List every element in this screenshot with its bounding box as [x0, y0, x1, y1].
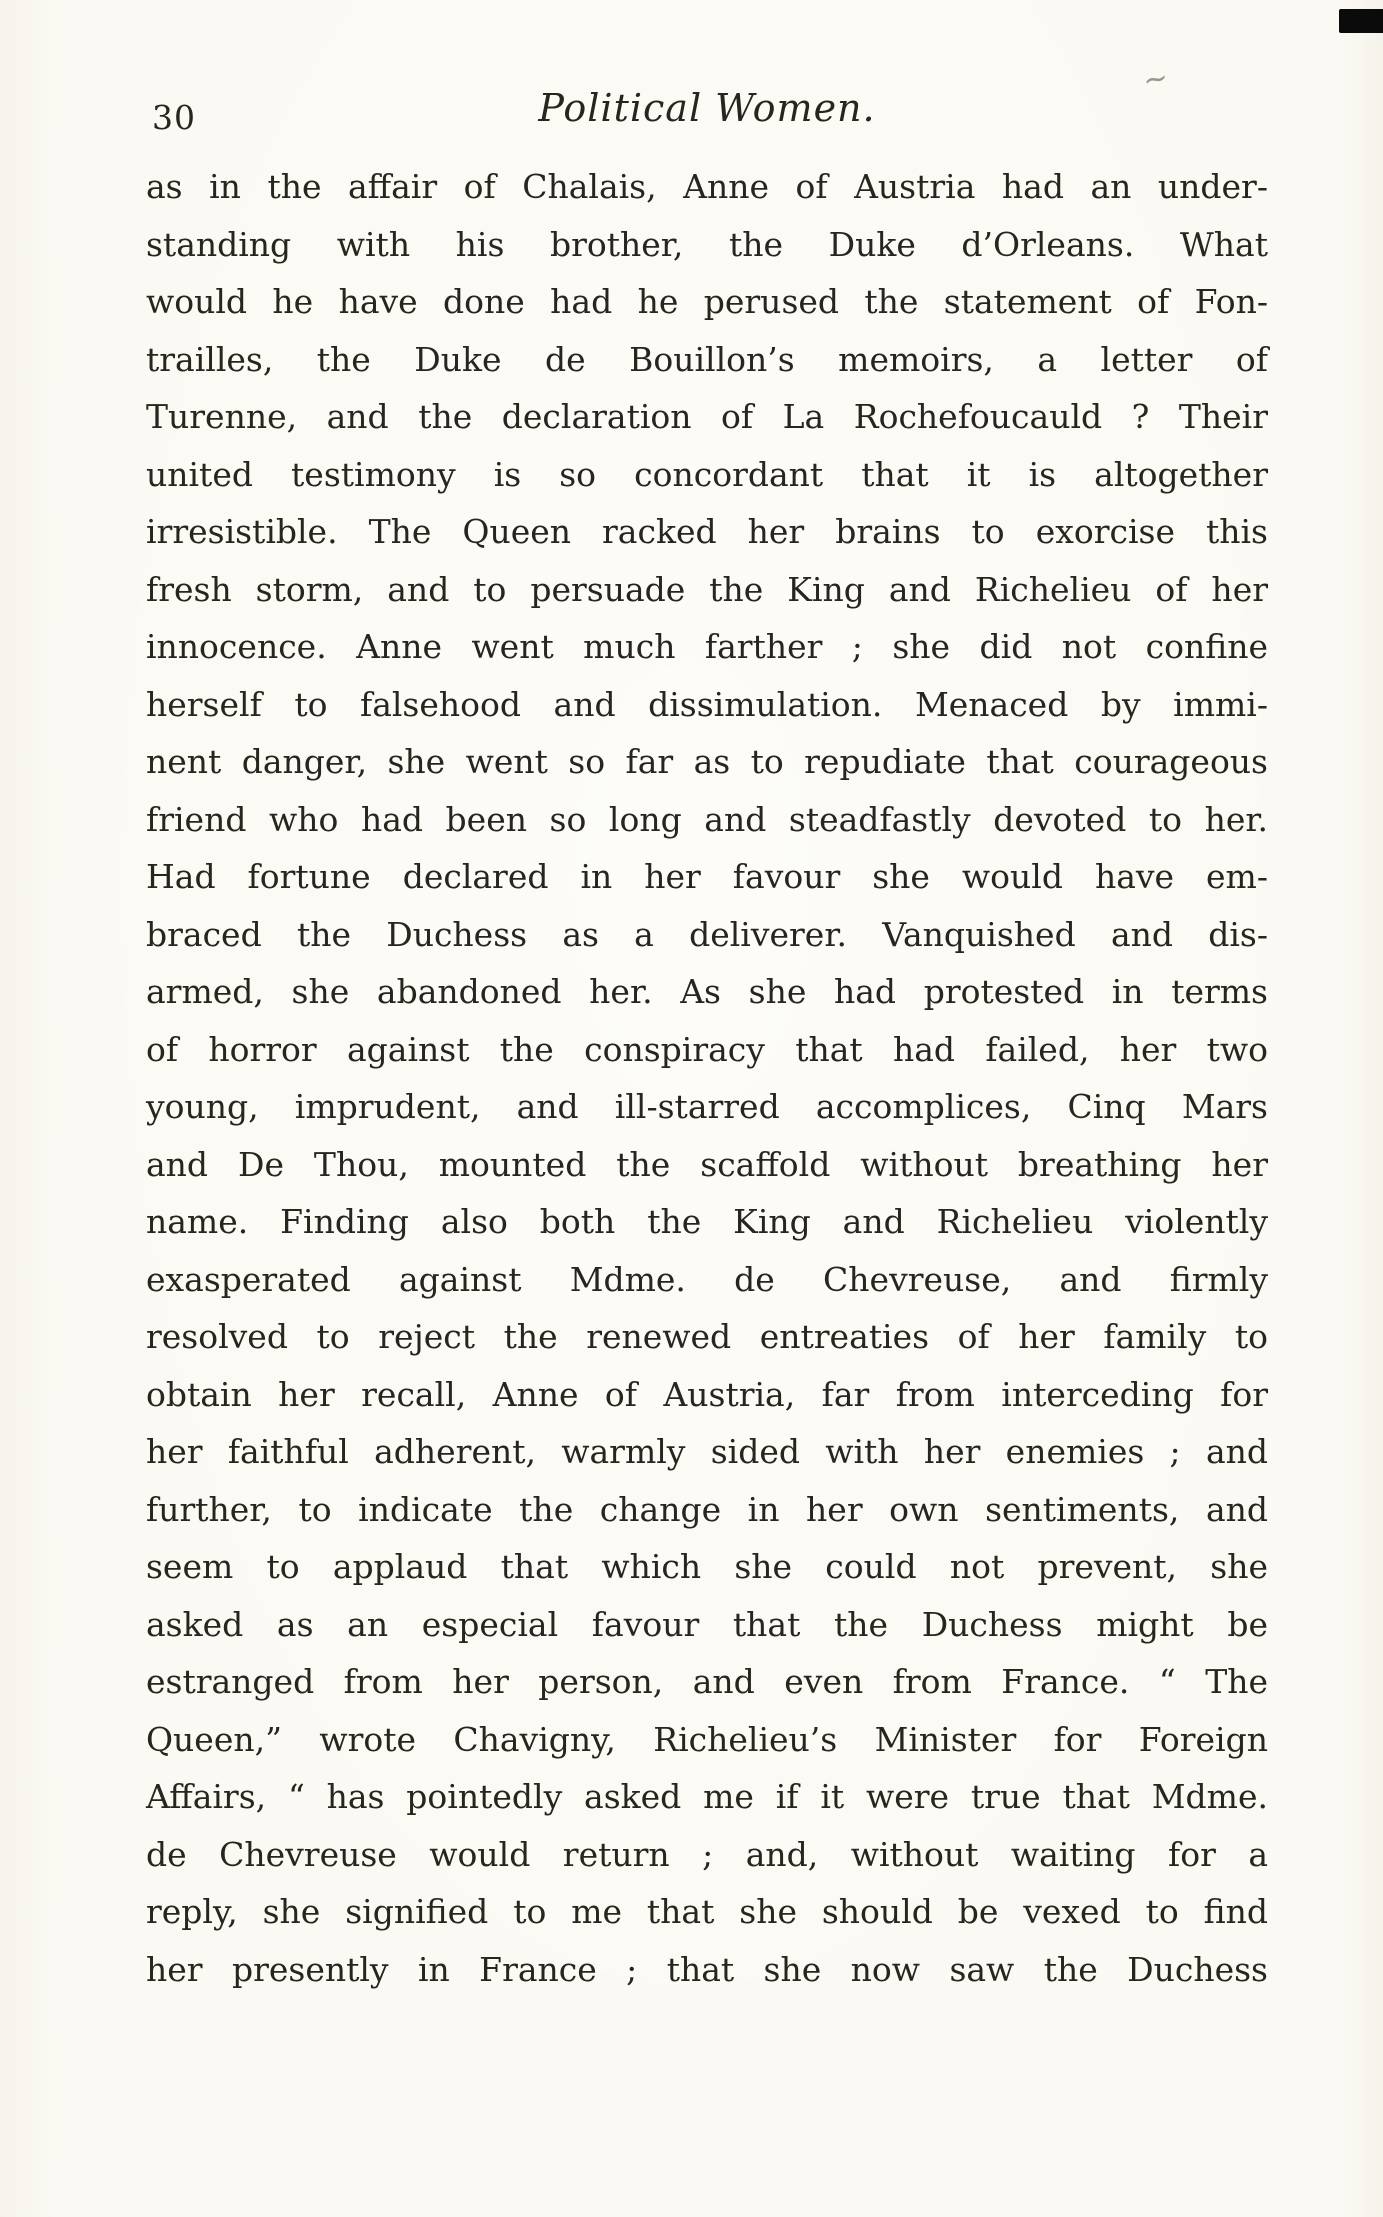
- text-line: herself to falsehood and dissimulation. Menaced by immi-: [146, 684, 1268, 724]
- text-line: Had fortune declared in her favour she would have em-: [146, 857, 1268, 896]
- text-line: irresistible. The Queen racked her brains to exorcise this: [146, 512, 1268, 551]
- text-line: would he have done had he perused the statement of Fon-: [146, 282, 1268, 321]
- text-line: innocence. Anne went much farther ; she did not confine: [146, 627, 1268, 666]
- scan-artifact-bar: [1339, 9, 1383, 33]
- text-line: estranged from her person, and even from France. “ The: [146, 1662, 1268, 1701]
- text-line: of horror against the conspiracy that had failed, her two: [146, 1029, 1268, 1069]
- text-line: standing with his brother, the Duke d’Orleans. What: [146, 224, 1268, 264]
- text-line: friend who had been so long and steadfastly devoted to her.: [146, 799, 1268, 839]
- text-line: as in the affair of Chalais, Anne of Austria had an under-: [146, 167, 1268, 206]
- page-number: 30: [152, 98, 196, 137]
- text-line: obtain her recall, Anne of Austria, far from interceding for: [146, 1374, 1268, 1414]
- text-line: name. Finding also both the King and Richelieu violently: [146, 1202, 1268, 1241]
- text-line: armed, she abandoned her. As she had protested in terms: [146, 972, 1268, 1011]
- text-line: her presently in France ; that she now saw the Duchess: [146, 1949, 1268, 1989]
- text-line: fresh storm, and to persuade the King and Richelieu of her: [146, 569, 1268, 609]
- text-line: nent danger, she went so far as to repudiate that courageous: [146, 742, 1268, 781]
- text-line: her faithful adherent, warmly sided with her enemies ; and: [146, 1432, 1268, 1471]
- text-line: united testimony is so concordant that it is altogether: [146, 454, 1268, 494]
- text-line: seem to applaud that which she could not prevent, she: [146, 1547, 1268, 1586]
- body-text: [146, 158, 1268, 1998]
- text-line: and De Thou, mounted the scaffold without breathing her: [146, 1144, 1268, 1184]
- text-line: de Chevreuse would return ; and, without waiting for a: [146, 1834, 1268, 1874]
- text-line: Queen,” wrote Chavigny, Richelieu’s Minister for Foreign: [146, 1719, 1268, 1759]
- text-line: resolved to reject the renewed entreaties of her family to: [146, 1317, 1268, 1356]
- text-line: asked as an especial favour that the Duchess might be: [146, 1604, 1268, 1644]
- text-line: trailles, the Duke de Bouillon’s memoirs, a letter of: [146, 339, 1268, 379]
- text-line: Affairs, “ has pointedly asked me if it were true that Mdme.: [146, 1777, 1268, 1816]
- text-line: reply, she signified to me that she should be vexed to find: [146, 1892, 1268, 1931]
- page-title: Political Women.: [538, 86, 876, 130]
- pen-mark: ~: [1139, 59, 1172, 100]
- text-line: further, to indicate the change in her own sentiments, and: [146, 1489, 1268, 1529]
- text-line: braced the Duchess as a deliverer. Vanquished and dis-: [146, 914, 1268, 954]
- page-header: [146, 86, 1268, 142]
- text-line: exasperated against Mdme. de Chevreuse, and firmly: [146, 1259, 1268, 1299]
- text-line: Turenne, and the declaration of La Rochefoucauld ? Their: [146, 397, 1268, 436]
- text-line: young, imprudent, and ill-starred accomplices, Cinq Mars: [146, 1087, 1268, 1126]
